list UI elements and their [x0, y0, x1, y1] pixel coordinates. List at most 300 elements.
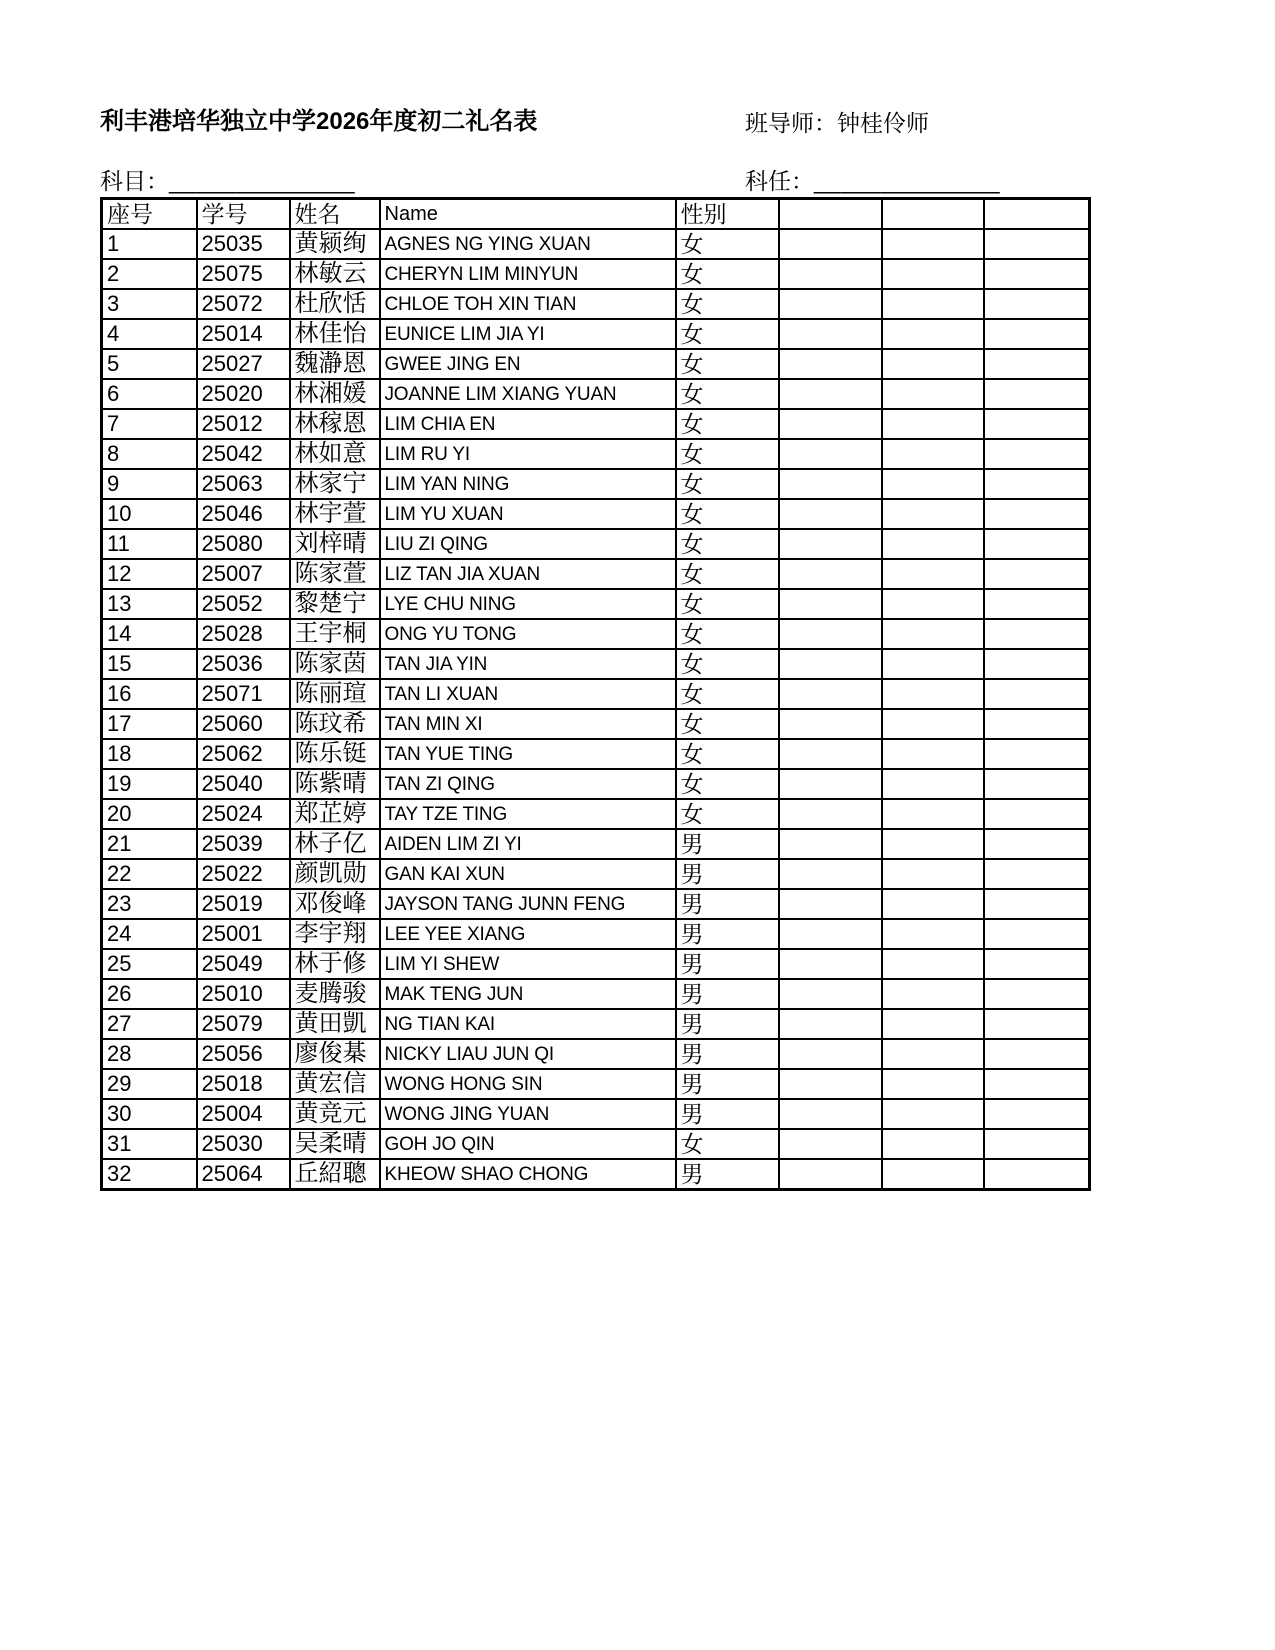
cell-name-cn: 陈玟希	[290, 709, 380, 739]
subject-teacher-label: 科任：	[745, 168, 814, 194]
cell-blank	[882, 619, 984, 649]
cell-name-cn: 林子亿	[290, 829, 380, 859]
cell-blank	[882, 1099, 984, 1129]
header-row	[102, 199, 1090, 230]
cell-student-no: 25079	[197, 1009, 290, 1039]
table-row	[102, 349, 1090, 379]
cell-seat: 28	[102, 1039, 197, 1069]
table-row	[102, 319, 1090, 349]
cell-gender: 男	[676, 1069, 779, 1099]
cell-blank	[882, 1069, 984, 1099]
cell-blank	[779, 739, 882, 769]
cell-seat: 7	[102, 409, 197, 439]
cell-seat: 18	[102, 739, 197, 769]
cell-blank	[882, 799, 984, 829]
cell-name-cn: 黄宏信	[290, 1069, 380, 1099]
cell-seat: 22	[102, 859, 197, 889]
cell-blank	[779, 1129, 882, 1159]
cell-blank	[882, 349, 984, 379]
cell-blank	[882, 769, 984, 799]
cell-blank	[984, 859, 1090, 889]
cell-gender: 男	[676, 829, 779, 859]
cell-seat: 14	[102, 619, 197, 649]
cell-name-cn: 王宇桐	[290, 619, 380, 649]
cell-blank	[882, 859, 984, 889]
cell-seat: 20	[102, 799, 197, 829]
cell-blank	[779, 409, 882, 439]
cell-blank	[984, 229, 1090, 259]
cell-blank	[779, 619, 882, 649]
cell-name-en: LIM YU XUAN	[380, 499, 676, 529]
cell-name-cn: 颜凯勋	[290, 859, 380, 889]
cell-student-no: 25072	[197, 289, 290, 319]
cell-gender: 男	[676, 1099, 779, 1129]
cell-name-cn: 陈家茵	[290, 649, 380, 679]
cell-gender: 女	[676, 649, 779, 679]
cell-seat: 6	[102, 379, 197, 409]
subject-label: 科目：	[100, 168, 169, 194]
subject-teacher-field	[745, 168, 1000, 196]
cell-student-no: 25071	[197, 679, 290, 709]
cell-blank	[779, 559, 882, 589]
cell-name-cn: 麦腾骏	[290, 979, 380, 1009]
cell-blank	[882, 979, 984, 1009]
cell-student-no: 25020	[197, 379, 290, 409]
cell-blank	[882, 1009, 984, 1039]
cell-name-en: WONG JING YUAN	[380, 1099, 676, 1129]
table-row	[102, 379, 1090, 409]
header-blank	[984, 199, 1090, 230]
cell-seat: 15	[102, 649, 197, 679]
cell-gender: 女	[676, 499, 779, 529]
cell-blank	[779, 379, 882, 409]
cell-blank	[882, 889, 984, 919]
cell-blank	[779, 949, 882, 979]
cell-student-no: 25049	[197, 949, 290, 979]
cell-blank	[882, 259, 984, 289]
cell-blank	[882, 499, 984, 529]
cell-blank	[984, 409, 1090, 439]
table-row	[102, 1039, 1090, 1069]
cell-blank	[984, 1069, 1090, 1099]
cell-student-no: 25001	[197, 919, 290, 949]
cell-blank	[779, 649, 882, 679]
cell-blank	[984, 1129, 1090, 1159]
cell-gender: 女	[676, 1129, 779, 1159]
table-row	[102, 499, 1090, 529]
cell-student-no: 25064	[197, 1159, 290, 1190]
cell-seat: 12	[102, 559, 197, 589]
cell-blank	[779, 859, 882, 889]
cell-blank	[984, 889, 1090, 919]
cell-blank	[882, 1159, 984, 1190]
cell-gender: 女	[676, 739, 779, 769]
cell-student-no: 25030	[197, 1129, 290, 1159]
cell-blank	[779, 1069, 882, 1099]
cell-student-no: 25024	[197, 799, 290, 829]
table-row	[102, 619, 1090, 649]
cell-blank	[984, 439, 1090, 469]
cell-name-cn: 林稼恩	[290, 409, 380, 439]
cell-blank	[984, 709, 1090, 739]
cell-name-en: LIZ TAN JIA XUAN	[380, 559, 676, 589]
cell-name-en: LYE CHU NING	[380, 589, 676, 619]
cell-blank	[984, 1009, 1090, 1039]
cell-seat: 19	[102, 769, 197, 799]
cell-name-en: TAN JIA YIN	[380, 649, 676, 679]
cell-gender: 女	[676, 709, 779, 739]
class-teacher-label: 班导师：钟桂伶师	[745, 110, 929, 136]
table-row	[102, 259, 1090, 289]
cell-blank	[984, 319, 1090, 349]
cell-blank	[779, 1159, 882, 1190]
cell-blank	[984, 469, 1090, 499]
table-row	[102, 829, 1090, 859]
cell-blank	[779, 289, 882, 319]
cell-student-no: 25052	[197, 589, 290, 619]
header-gender: 性别	[676, 199, 779, 230]
page-title: 利丰港培华独立中学2026年度初二礼名表	[100, 108, 538, 135]
cell-blank	[984, 799, 1090, 829]
cell-seat: 3	[102, 289, 197, 319]
cell-name-en: CHLOE TOH XIN TIAN	[380, 289, 676, 319]
cell-name-cn: 吴柔晴	[290, 1129, 380, 1159]
cell-blank	[779, 709, 882, 739]
cell-name-en: ONG YU TONG	[380, 619, 676, 649]
header-blank	[779, 199, 882, 230]
cell-name-en: LIU ZI QING	[380, 529, 676, 559]
cell-gender: 女	[676, 439, 779, 469]
cell-name-cn: 魏瀞恩	[290, 349, 380, 379]
cell-student-no: 25010	[197, 979, 290, 1009]
cell-name-cn: 黎楚宁	[290, 589, 380, 619]
cell-blank	[984, 259, 1090, 289]
cell-name-en: NG TIAN KAI	[380, 1009, 676, 1039]
cell-blank	[882, 739, 984, 769]
cell-blank	[984, 529, 1090, 559]
cell-seat: 24	[102, 919, 197, 949]
table-row	[102, 559, 1090, 589]
cell-student-no: 25035	[197, 229, 290, 259]
table-row	[102, 739, 1090, 769]
cell-seat: 4	[102, 319, 197, 349]
cell-gender: 女	[676, 229, 779, 259]
cell-seat: 30	[102, 1099, 197, 1129]
cell-name-en: AIDEN LIM ZI YI	[380, 829, 676, 859]
cell-student-no: 25063	[197, 469, 290, 499]
cell-name-en: MAK TENG JUN	[380, 979, 676, 1009]
header-seat: 座号	[102, 199, 197, 230]
cell-name-en: TAN LI XUAN	[380, 679, 676, 709]
cell-seat: 21	[102, 829, 197, 859]
cell-name-cn: 林湘媛	[290, 379, 380, 409]
cell-name-en: TAY TZE TING	[380, 799, 676, 829]
cell-blank	[984, 769, 1090, 799]
cell-gender: 男	[676, 1159, 779, 1190]
cell-student-no: 25039	[197, 829, 290, 859]
cell-blank	[984, 589, 1090, 619]
table-row	[102, 1009, 1090, 1039]
cell-blank	[882, 229, 984, 259]
cell-gender: 女	[676, 559, 779, 589]
cell-student-no: 25056	[197, 1039, 290, 1069]
table-row	[102, 979, 1090, 1009]
cell-blank	[984, 619, 1090, 649]
cell-name-en: TAN ZI QING	[380, 769, 676, 799]
cell-gender: 男	[676, 919, 779, 949]
cell-name-cn: 黄田凱	[290, 1009, 380, 1039]
cell-gender: 男	[676, 1039, 779, 1069]
cell-blank	[882, 559, 984, 589]
cell-student-no: 25014	[197, 319, 290, 349]
header-name-en: Name	[380, 199, 676, 230]
table-row	[102, 889, 1090, 919]
cell-name-en: TAN MIN XI	[380, 709, 676, 739]
cell-blank	[779, 589, 882, 619]
cell-name-cn: 黄竞元	[290, 1099, 380, 1129]
cell-name-en: JAYSON TANG JUNN FENG	[380, 889, 676, 919]
cell-name-en: AGNES NG YING XUAN	[380, 229, 676, 259]
cell-student-no: 25007	[197, 559, 290, 589]
cell-blank	[882, 529, 984, 559]
cell-name-en: KHEOW SHAO CHONG	[380, 1159, 676, 1190]
cell-blank	[984, 919, 1090, 949]
cell-name-cn: 黄颍绚	[290, 229, 380, 259]
table-row	[102, 1069, 1090, 1099]
cell-blank	[882, 709, 984, 739]
cell-blank	[984, 379, 1090, 409]
cell-student-no: 25040	[197, 769, 290, 799]
table-row	[102, 409, 1090, 439]
cell-blank	[984, 499, 1090, 529]
cell-blank	[984, 559, 1090, 589]
cell-blank	[984, 829, 1090, 859]
cell-name-cn: 刘梓晴	[290, 529, 380, 559]
cell-name-cn: 丘紹聰	[290, 1159, 380, 1190]
cell-blank	[984, 289, 1090, 319]
cell-seat: 31	[102, 1129, 197, 1159]
cell-blank	[779, 469, 882, 499]
cell-name-en: JOANNE LIM XIANG YUAN	[380, 379, 676, 409]
cell-seat: 25	[102, 949, 197, 979]
cell-name-en: LIM RU YI	[380, 439, 676, 469]
table-row	[102, 949, 1090, 979]
cell-student-no: 25042	[197, 439, 290, 469]
cell-seat: 23	[102, 889, 197, 919]
table-row	[102, 1099, 1090, 1129]
cell-gender: 男	[676, 1009, 779, 1039]
cell-name-en: LIM CHIA EN	[380, 409, 676, 439]
cell-blank	[984, 1099, 1090, 1129]
cell-seat: 29	[102, 1069, 197, 1099]
cell-blank	[882, 589, 984, 619]
cell-seat: 32	[102, 1159, 197, 1190]
cell-blank	[984, 1039, 1090, 1069]
cell-name-cn: 李宇翔	[290, 919, 380, 949]
cell-blank	[882, 379, 984, 409]
cell-gender: 女	[676, 529, 779, 559]
cell-blank	[882, 829, 984, 859]
cell-name-cn: 林宇萱	[290, 499, 380, 529]
cell-name-en: LIM YI SHEW	[380, 949, 676, 979]
cell-blank	[779, 979, 882, 1009]
cell-blank	[779, 1039, 882, 1069]
cell-name-en: EUNICE LIM JIA YI	[380, 319, 676, 349]
table-row	[102, 919, 1090, 949]
cell-seat: 16	[102, 679, 197, 709]
table-row	[102, 769, 1090, 799]
cell-seat: 10	[102, 499, 197, 529]
subject-teacher-blank-line: ______________	[814, 168, 1001, 194]
table-row	[102, 859, 1090, 889]
cell-gender: 女	[676, 679, 779, 709]
cell-name-cn: 陈丽瑄	[290, 679, 380, 709]
cell-gender: 男	[676, 979, 779, 1009]
cell-gender: 女	[676, 619, 779, 649]
cell-seat: 2	[102, 259, 197, 289]
cell-gender: 女	[676, 379, 779, 409]
cell-blank	[779, 439, 882, 469]
cell-blank	[779, 529, 882, 559]
cell-student-no: 25046	[197, 499, 290, 529]
cell-blank	[984, 349, 1090, 379]
cell-blank	[882, 679, 984, 709]
cell-student-no: 25012	[197, 409, 290, 439]
cell-blank	[779, 679, 882, 709]
cell-gender: 女	[676, 769, 779, 799]
cell-blank	[882, 439, 984, 469]
cell-blank	[779, 259, 882, 289]
cell-blank	[882, 409, 984, 439]
cell-name-en: CHERYN LIM MINYUN	[380, 259, 676, 289]
cell-name-en: NICKY LIAU JUN QI	[380, 1039, 676, 1069]
cell-gender: 女	[676, 349, 779, 379]
cell-blank	[882, 1039, 984, 1069]
cell-gender: 女	[676, 409, 779, 439]
header-student-no: 学号	[197, 199, 290, 230]
table-row	[102, 439, 1090, 469]
table-row	[102, 289, 1090, 319]
subject-field	[100, 168, 355, 196]
cell-gender: 男	[676, 889, 779, 919]
cell-student-no: 25004	[197, 1099, 290, 1129]
cell-name-en: TAN YUE TING	[380, 739, 676, 769]
table-row	[102, 799, 1090, 829]
table-row	[102, 229, 1090, 259]
cell-name-cn: 林如意	[290, 439, 380, 469]
header-blank	[882, 199, 984, 230]
cell-blank	[882, 919, 984, 949]
cell-seat: 26	[102, 979, 197, 1009]
table-row	[102, 469, 1090, 499]
cell-name-cn: 陈紫晴	[290, 769, 380, 799]
cell-student-no: 25018	[197, 1069, 290, 1099]
cell-student-no: 25028	[197, 619, 290, 649]
cell-blank	[882, 319, 984, 349]
cell-blank	[779, 1099, 882, 1129]
cell-gender: 男	[676, 949, 779, 979]
cell-blank	[779, 799, 882, 829]
cell-name-cn: 林佳怡	[290, 319, 380, 349]
cell-seat: 13	[102, 589, 197, 619]
cell-blank	[882, 649, 984, 679]
cell-blank	[779, 229, 882, 259]
cell-blank	[984, 1159, 1090, 1190]
table-row	[102, 679, 1090, 709]
cell-seat: 8	[102, 439, 197, 469]
cell-blank	[779, 1009, 882, 1039]
cell-name-en: GWEE JING EN	[380, 349, 676, 379]
cell-name-en: GOH JO QIN	[380, 1129, 676, 1159]
cell-gender: 女	[676, 289, 779, 319]
cell-blank	[984, 649, 1090, 679]
cell-blank	[779, 319, 882, 349]
cell-blank	[984, 739, 1090, 769]
cell-blank	[779, 889, 882, 919]
cell-seat: 9	[102, 469, 197, 499]
cell-student-no: 25036	[197, 649, 290, 679]
cell-blank	[984, 679, 1090, 709]
cell-blank	[882, 1129, 984, 1159]
table-row	[102, 649, 1090, 679]
cell-student-no: 25075	[197, 259, 290, 289]
cell-name-cn: 邓俊峰	[290, 889, 380, 919]
table-row	[102, 709, 1090, 739]
cell-gender: 女	[676, 589, 779, 619]
cell-name-cn: 陈家萱	[290, 559, 380, 589]
table-row	[102, 1159, 1090, 1190]
cell-student-no: 25060	[197, 709, 290, 739]
cell-name-cn: 林于修	[290, 949, 380, 979]
cell-blank	[882, 289, 984, 319]
cell-blank	[882, 949, 984, 979]
cell-student-no: 25027	[197, 349, 290, 379]
cell-blank	[779, 769, 882, 799]
cell-name-en: GAN KAI XUN	[380, 859, 676, 889]
cell-blank	[779, 349, 882, 379]
cell-blank	[779, 499, 882, 529]
cell-name-en: LIM YAN NING	[380, 469, 676, 499]
roster-table	[100, 197, 1091, 1191]
cell-name-cn: 郑芷婷	[290, 799, 380, 829]
cell-blank	[882, 469, 984, 499]
cell-name-en: WONG HONG SIN	[380, 1069, 676, 1099]
cell-name-cn: 杜欣恬	[290, 289, 380, 319]
cell-blank	[984, 979, 1090, 1009]
cell-gender: 女	[676, 319, 779, 349]
cell-name-cn: 廖俊棊	[290, 1039, 380, 1069]
cell-seat: 17	[102, 709, 197, 739]
cell-seat: 1	[102, 229, 197, 259]
cell-blank	[779, 829, 882, 859]
subject-blank-line: ______________	[169, 168, 356, 194]
cell-blank	[984, 949, 1090, 979]
cell-student-no: 25080	[197, 529, 290, 559]
cell-name-en: LEE YEE XIANG	[380, 919, 676, 949]
table-row	[102, 529, 1090, 559]
cell-gender: 女	[676, 259, 779, 289]
cell-blank	[779, 919, 882, 949]
cell-student-no: 25019	[197, 889, 290, 919]
cell-gender: 女	[676, 799, 779, 829]
cell-seat: 5	[102, 349, 197, 379]
cell-gender: 女	[676, 469, 779, 499]
table-row	[102, 1129, 1090, 1159]
cell-student-no: 25022	[197, 859, 290, 889]
cell-seat: 11	[102, 529, 197, 559]
cell-name-cn: 林敏云	[290, 259, 380, 289]
table-row	[102, 589, 1090, 619]
